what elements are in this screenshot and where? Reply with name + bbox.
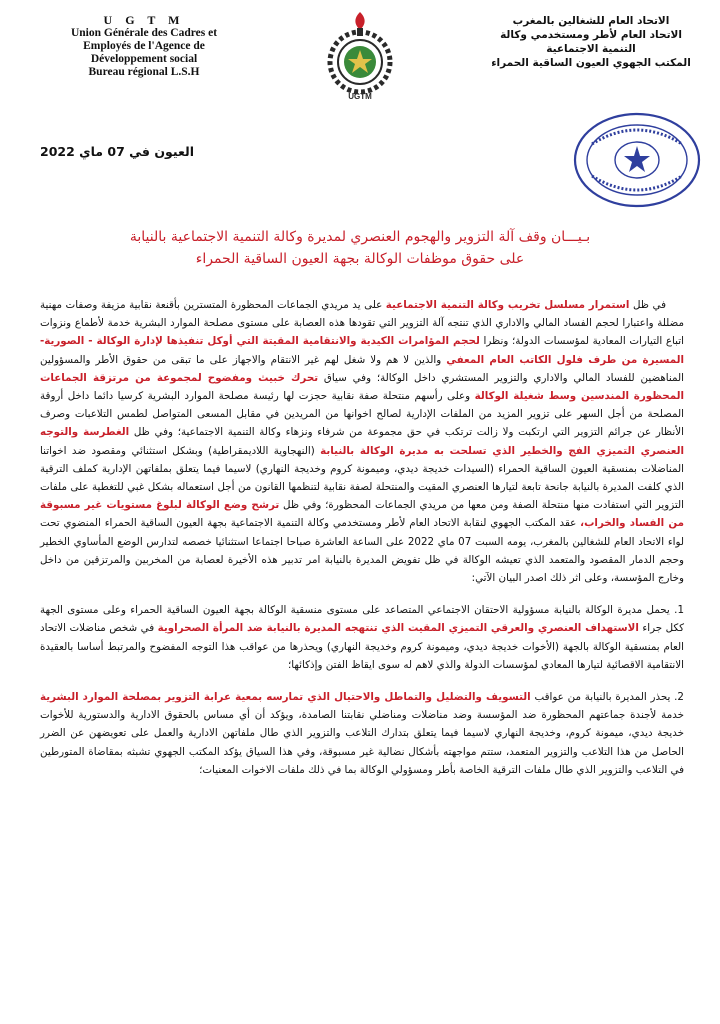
header-fr-org: U G T M [103,13,185,27]
para1-seg: (النهجاوية اللاديمقراطية) وبشكل استثنائي ومقصود ضد اخواتنا المناضلات بمنسقية العيون الساقية الحمراء (السيدات خديجة ديدي، وميمونة كروم وخديجة النهاري) لاسيما فيما يتعلق بملفاتهن الإدارية كملف الترقية الذي كلفت المديرة بالنيابة جانحة تابعة لتيارها العنصري المقيت والمنتحلة لصفة نقابية لتنظمها القانون من أجل استعماله بشكل غبي للتغطية على ملفات التزوير التي استفادت منها منتحلة الصفة ومن معها من مريدي الجماعات المحظورة؛ وفي ظل [40,444,685,512]
header-fr-line1: Union Générale des Cadres et [70,27,218,39]
paragraph-point-1 [40,601,684,674]
paragraph-point-2 [40,688,684,779]
para2-seg-highlight: الاستهداف العنصري والعرقي التميزي المقيت الذي تنتهجه المديرة بالنيابة ضد المرأة الصحراوية [157,622,639,635]
header-arabic [476,14,706,70]
document-date: العيون في 07 ماي 2022 [40,144,194,159]
para1-seg-highlight: الغطرسة والتوجه العنصري التميزي الفج والخطير الذي تسلحت به مديرة الوكالة بالنيابة [40,426,684,457]
para3-seg-highlight: التسويف والتضليل والتماطل والاحتيال الذي تمارسه بمعية عرابة التزوير بمصلحة الموارد البشرية [40,691,531,704]
header-ar-line3: التنمية الاجتماعية [546,43,636,55]
header-ar-line1: الاتحاد العام للشغالين بالمغرب [512,15,670,27]
title-line2: على حقوق موظفات الوكالة بجهة العيون الساقية الحمراء [195,251,525,267]
para1-seg: عقد المكتب الجهوي لنقابة الاتحاد العام لأطر ومستخدمي وكالة التنمية الاجتماعية بجهة العيون الساقية الحمراء المنضوي تحت لواء الاتحاد العام للشغالين بالمغرب، يومه السبت 07 ماي 2022 على الساعة العاشرة صباحا اجتماعا استثنائيا خصصه لتدارس الوضع المأساوي الخطير وحجم الدمار المقصود والمتعمد الذي تعيشه الوكالة في ظل تفويض المديرة بالنيابة امر تدبير هذه الأخيرة لعصابة من المخربين والمرتزقين من داخل وخارج المؤسسة، وعلى اثر ذلك اصدر البيان الآتي: [40,517,684,585]
paragraph-intro [40,296,684,587]
header-fr-line4: Bureau régional L.S.H [88,66,200,78]
para1-seg-highlight: لحجم المؤامرات الكيدية والانتقامية المقيتة التي أوكل تنفيذها لإدارة الوكالة - الصورية- المسيرة من طرف فلول الكاتب العام المعفي [40,335,684,366]
para1-seg: والذين لا هم ولا شغل لهم غير الانتقام والاجهاز على ما تبقى من حقوق الأطر والمسؤولين المناهضين للفساد المالي والاداري والتزوير المستشري داخل الوكالة؛ وفي سياق [40,353,684,384]
para1-seg-highlight: استمرار مسلسل تخريب وكالة التنمية الاجتماعية [385,299,630,311]
title-line1: بـيـــان وقف آلة التزوير والهجوم العنصري لمديرة وكالة التنمية الاجتماعية بالنيابة [129,229,591,245]
logo-text: UGTM [348,92,372,101]
para3-seg: خدمة لأجندة جماعتهم المحظورة ضد المؤسسة وضد مناضلات ومناضلي نقابتنا الصامدة، ويؤكد أن أي مساس بالحقوق الادارية والدستورية للأخوات خديجة ديدي، ميمونة كروم، وخديجة النهاري لاسيما فيما يتعلق بتدارك التلاعب والتزوير الذي طال ملفاتهن الادارية والعمل على تعويضهن عن الضرر الحاصل من هذا التلاعب والتزوير المتعمد، ستتم مواجهته بأشكال نضالية غير مسبوقة، وفي هذا السياق يؤكد المكتب الجهوي تشبثه بمقاضاة المتورطين في التلاعب والتزوير الذي طال ملفات الترقية الخاصة بأطر ومسؤولي الوكالة بما في ذلك ملفات الاخوات المعنيات؛ [40,709,684,776]
document-title [40,226,680,270]
para1-seg-highlight: تحرك خبيث ومفضوح لمجموعة من مرتزقة الجماعات المحظورة المندسين وسط شغيلة الوكالة [40,371,685,403]
ugtm-logo-icon [312,8,408,104]
header-ar-line4: المكتب الجهوي العيون الساقية الحمراء [491,57,691,69]
header-french [14,14,274,79]
para1-seg: على يد مريدي الجماعات المحظورة المتسترين بأقنعة نقابية مزيفة وصفات مهنية مضللة واعتبارا لحجم الفساد المالي والاداري الذي تنتجه آلة التزوير التي تقودها هذه العصابة على مستوى مصلحة الموارد البشرية خدمة لأطماع ونزوات اتباع التيارات المعادية لمؤسسات الدولة؛ ونظرا [40,299,684,348]
header-fr-line2: Employés de l'Agence de [83,40,205,52]
header-ar-line2: الاتحاد العام لأطر ومستخدمي وكالة [500,29,682,41]
document-body [40,296,684,793]
para1-seg: في ظل [629,299,666,311]
para1-seg: وعلى رأسهم منتحلة صفة نقابية حجزت لها رئيسة مصلحة الموارد البشرية كرسيا دائما داخل أروقة المصلحة من أجل السهر على تزوير المزيد من الملفات الإدارية لصالح اخوانها من المريدين في مقابل المسعى المتواصل لطمس التلاعبات وصرف الأنظار عن جرائم التزوير التي ارتكبت ولا زالت ترتكب في حق مجموعة من شرفاء ونزهاء وكالة التنمية الاجتماعية؛ وفي ظل [40,390,684,439]
para2-seg: 1. يحمل مديرة الوكالة بالنيابة مسؤولية الاحتقان الاجتماعي المتصاعد على مستوى منسقية الوكالة بجهة العيون الساقية الحمراء وعلى مستوى الجهة ككل جراء [40,604,684,635]
para2-seg: في شخص مناضلات الاتحاد العام بمنسقية الوكالة بالجهة (الأخوات خديجة ديدي، وميمونة كروم وخديجة النهاري) ويحذرها من عواقب هذا التوجه المفضوح والمرتبط أساسا بالعقيدة الانتقامية الاقصائية لتيارها المعادي لمؤسسات الدولة والذي لاهم له سوى ايقاظ الفتن وإذكائها؛ [40,622,684,671]
stamp-icon [572,110,702,210]
para1-seg-highlight: ترشح وضع الوكالة لبلوغ مستويات غير مسبوقة من الفساد والخراب، [40,499,684,530]
header-fr-line3: Développement social [90,53,198,65]
para3-seg: 2. يحذر المديرة بالنيابة من عواقب [530,691,684,704]
